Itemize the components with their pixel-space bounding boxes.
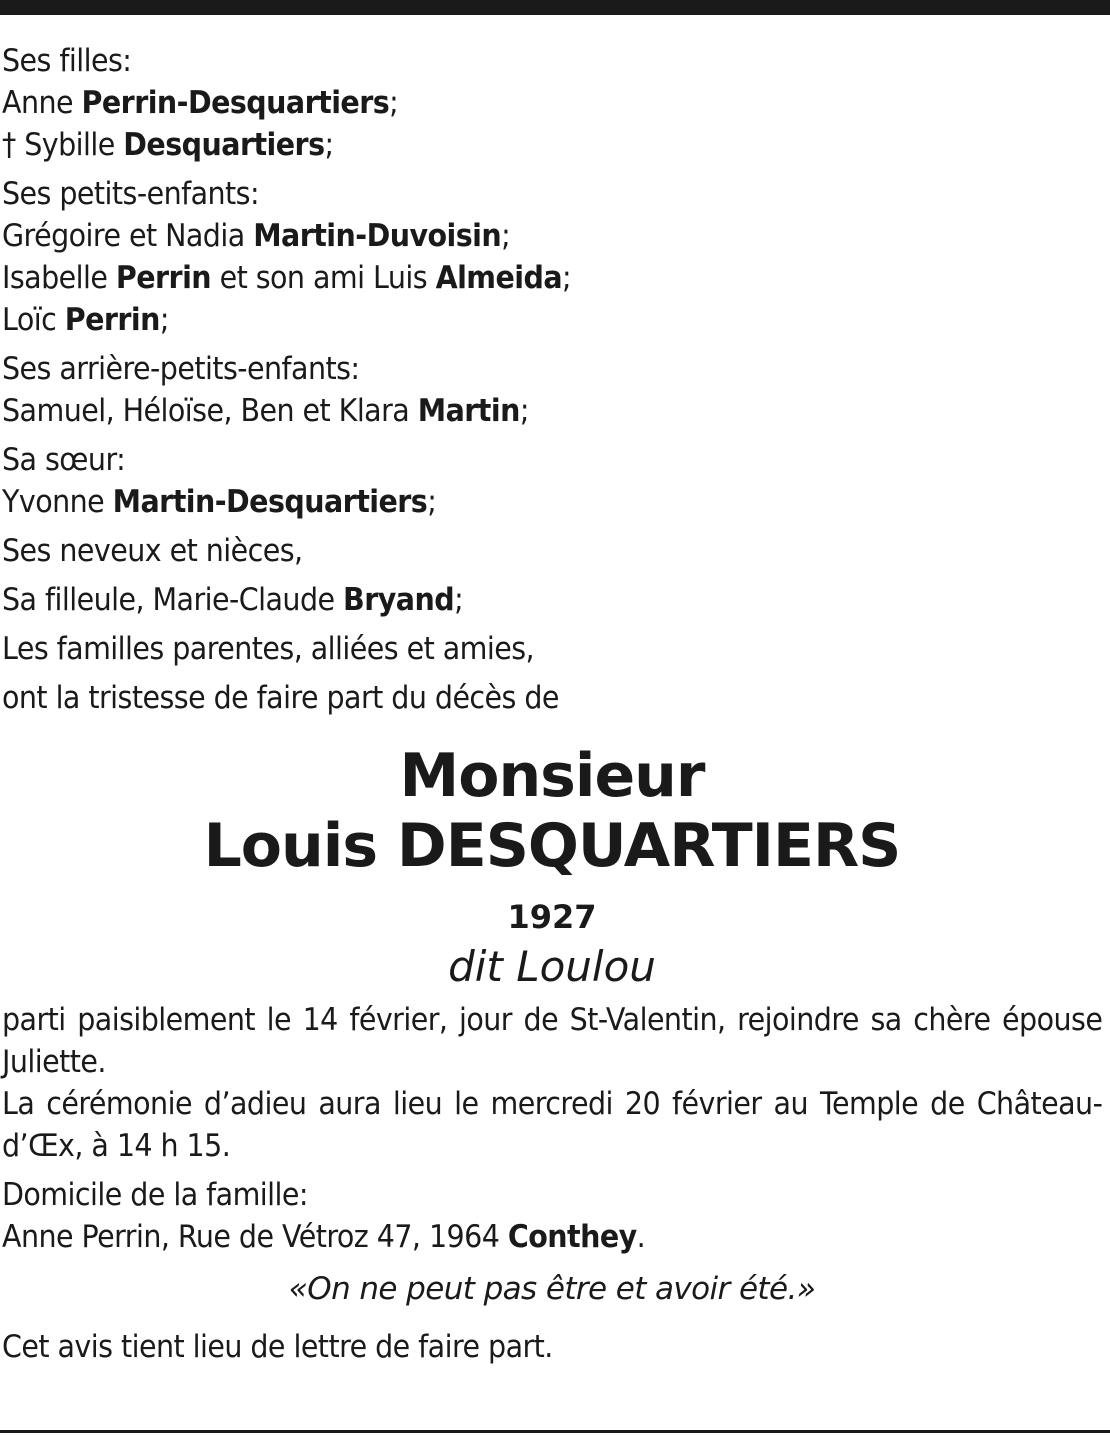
great-grandchildren-section	[2, 348, 1102, 432]
top-rule	[0, 0, 1110, 15]
passing-text: parti paisiblement le 14 février, jour de St-Valentin, rejoindre sa chère épouse Juliette.	[2, 1002, 1103, 1080]
deceased-nickname: dit Loulou	[448, 942, 656, 991]
grandchild-line-1: Grégoire et Nadia Martin-Duvoisin;	[2, 218, 511, 254]
goddaughter-line: Sa filleule, Marie-Claude Bryand;	[2, 582, 464, 618]
daughters-heading: Ses filles:	[2, 43, 132, 79]
sister-heading: Sa sœur:	[2, 442, 126, 478]
bottom-rule	[0, 1430, 1110, 1433]
nephews-section	[2, 530, 1102, 572]
daughter-sybille: † Sybille Desquartiers;	[2, 127, 334, 163]
sister-section	[2, 439, 1102, 523]
memorial-quote: «On ne peut pas être et avoir été.»	[288, 1271, 816, 1307]
sister-name: Yvonne Martin-Desquartiers;	[2, 484, 437, 520]
deceased-title: Monsieur	[399, 741, 705, 811]
grandchild-line-3: Loïc Perrin;	[2, 302, 169, 338]
deceased-name: Louis DESQUARTIERS	[203, 811, 901, 881]
closing-line: Cet avis tient lieu de lettre de faire part.	[2, 1329, 553, 1365]
great-grandchildren-heading: Ses arrière-petits-enfants:	[2, 351, 360, 387]
domicile-address: Anne Perrin, Rue de Vétroz 47, 1964 Conthey.	[2, 1219, 646, 1255]
great-grandchildren-names: Samuel, Héloïse, Ben et Klara Martin;	[2, 393, 529, 429]
ceremony-text: La cérémonie d’adieu aura lieu le mercredi 20 février au Temple de Château-d’Œx, à 14 h 15.	[2, 1086, 1103, 1164]
nephews-line: Ses neveux et nièces,	[2, 533, 303, 569]
announce-section	[2, 677, 1102, 719]
daughter-anne: Anne Perrin-Desquartiers;	[2, 85, 399, 121]
announce-line: ont la tristesse de faire part du décès de	[2, 680, 559, 716]
families-line: Les familles parentes, alliées et amies,	[2, 631, 535, 667]
passing-paragraph	[2, 999, 1102, 1167]
grandchildren-heading: Ses petits-enfants:	[2, 176, 260, 212]
grandchildren-section	[2, 173, 1102, 341]
domicile-heading: Domicile de la famille:	[2, 1177, 308, 1213]
birth-year: 1927	[507, 898, 597, 936]
families-section	[2, 628, 1102, 670]
grandchild-line-2: Isabelle Perrin et son ami Luis Almeida;	[2, 260, 572, 296]
notice-body	[2, 40, 1102, 1368]
daughters-section	[2, 40, 1102, 166]
goddaughter-section	[2, 579, 1102, 621]
domicile-section	[2, 1174, 1102, 1258]
